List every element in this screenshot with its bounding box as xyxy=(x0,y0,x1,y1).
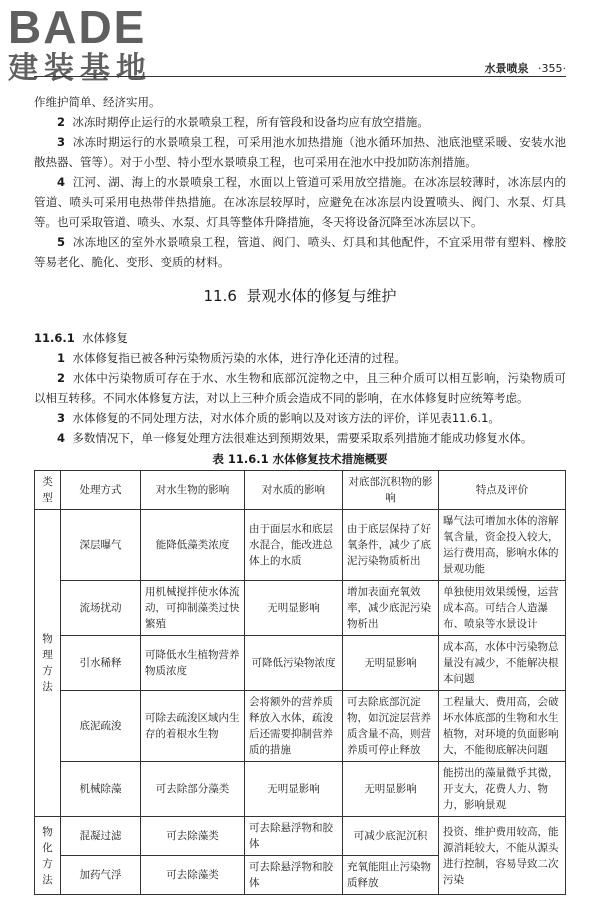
item-number: 2 xyxy=(57,371,66,385)
subsection-number: 11.6.1 xyxy=(34,331,75,345)
table-cell: 机械除藻 xyxy=(61,762,141,817)
table-cell: 可降低水生植物营养物质浓度 xyxy=(141,636,245,691)
item-number: 2 xyxy=(57,115,66,129)
item-number: 5 xyxy=(57,235,66,249)
table-cell: 增加表面充氧效率，减少底泥污染物析出 xyxy=(343,581,439,636)
paragraph xyxy=(34,172,566,232)
header-cell: 类型 xyxy=(35,471,61,510)
item-text: 水体中污染物质可存在于水、水生物和底部沉淀物之中，且三种介质可以相互影响，污染物质可以相互转移。不同水体修复方法，对以上三种介质会造成不同的影响，在水体修复时应统筹考虑。 xyxy=(34,371,566,405)
table-row xyxy=(35,581,566,636)
table-cell: 引水稀释 xyxy=(61,636,141,691)
table-cell: 由于底层保持了好氧条件，减少了底泥污染物质析出 xyxy=(343,510,439,581)
item-number: 3 xyxy=(57,135,66,149)
table-row xyxy=(35,762,566,817)
item-text: 冰冻时期停止运行的水景喷泉工程，所有管段和设备均应有放空措施。 xyxy=(72,115,429,129)
category-cell: 物理方法 xyxy=(35,510,61,817)
page-number: ·355· xyxy=(538,62,566,75)
subsection-title: 水体修复 xyxy=(82,331,129,345)
table-cell: 成本高，水体中污染物总量没有减少，不能解决根本问题 xyxy=(439,636,566,691)
paragraph xyxy=(34,368,566,408)
item-text: 江河、湖、海上的水景喷泉工程，水面以上管道可采用放空措施。在冰冻层较薄时，冰冻层内的管道、喷头可采用电热带伴热措施。在冰冻层较厚时，应避免在冰冻层内设置喷头、阀门、水泵、灯具等。也可采取管道、喷头、水泵、灯具等整体升降措施，冬天将设备沉降至冰冻层以下。 xyxy=(34,175,566,229)
paragraph: 作维护简单、经济实用。 xyxy=(34,95,161,109)
table-cell: 深层曝气 xyxy=(61,510,141,581)
header-cell: 对水生物的影响 xyxy=(141,471,245,510)
page-body xyxy=(34,92,566,895)
table-cell: 工程量大、费用高，会破坏水体底部的生物和水生植物，对环境的负面影响大，不能彻底解决问题 xyxy=(439,691,566,762)
table-cell: 无明显影响 xyxy=(245,581,343,636)
paragraph xyxy=(34,408,566,428)
table-cell: 可去除悬浮物和胶体 xyxy=(245,856,343,895)
table-cell: 由于面层水和底层水混合，能改进总体上的水质 xyxy=(245,510,343,581)
item-number: 4 xyxy=(57,175,66,189)
table-cell: 底泥疏浚 xyxy=(61,691,141,762)
table-cell: 无明显影响 xyxy=(343,636,439,691)
table-cell: 无明显影响 xyxy=(245,762,343,817)
item-number: 3 xyxy=(57,411,66,425)
table-cell: 能捞出的藻量微乎其微，开支大，花费人力、物力，影响景观 xyxy=(439,762,566,817)
item-number: 4 xyxy=(57,431,66,445)
table-row xyxy=(35,817,566,856)
category-cell: 物化方法 xyxy=(35,817,61,895)
paragraph xyxy=(34,112,566,132)
paragraph xyxy=(34,132,566,172)
paragraph xyxy=(34,428,566,448)
table-header-row xyxy=(35,471,566,510)
paragraph xyxy=(34,232,566,272)
section-number: 11.6 xyxy=(203,287,237,305)
running-head-section: 水景喷泉 xyxy=(484,62,529,75)
subsection-heading xyxy=(34,328,566,348)
table-cell: 会将额外的营养质释放入水体，疏浚后还需要抑制营养质的措施 xyxy=(245,691,343,762)
header-cell: 处理方式 xyxy=(61,471,141,510)
item-number: 1 xyxy=(57,351,66,365)
table-cell: 投资、维护费用较高，能源消耗较大，不能从源头进行控制，容易导致二次污染 xyxy=(439,817,566,895)
table-cell: 充氧能阻止污染物质释放 xyxy=(343,856,439,895)
table-cell: 混凝过滤 xyxy=(61,817,141,856)
section-heading xyxy=(34,286,566,306)
table-cell: 可降低污染物浓度 xyxy=(245,636,343,691)
item-text: 多数情况下，单一修复处理方法很难达到预期效果，需要采取系列措施才能成功修复水体。 xyxy=(72,431,533,445)
section-title: 景观水体的修复与维护 xyxy=(246,287,397,305)
remediation-table xyxy=(34,470,566,895)
table-cell: 单独使用效果缓慢，运营成本高。可结合人造瀑布、喷泉等水景设计 xyxy=(439,581,566,636)
table-cell: 可去除藻类 xyxy=(141,856,245,895)
table-cell: 曝气法可增加水体的溶解氧含量，资金投入较大，运行费用高，影响水体的景观功能 xyxy=(439,510,566,581)
table-cell: 可除去疏浚区域内生存的着根水生物 xyxy=(141,691,245,762)
table-caption: 表 11.6.1 水体修复技术措施概要 xyxy=(212,452,388,466)
header-rule xyxy=(34,76,566,77)
running-head xyxy=(485,60,567,76)
header-cell: 特点及评价 xyxy=(439,471,566,510)
table-cell: 可去除悬浮物和胶体 xyxy=(245,817,343,856)
table-cell: 可去除藻类 xyxy=(141,817,245,856)
table-cell: 能降低藻类浓度 xyxy=(141,510,245,581)
table-cell: 可减少底泥沉积 xyxy=(343,817,439,856)
table-row xyxy=(35,510,566,581)
item-text: 水体修复指已被各种污染物质污染的水体，进行净化还清的过程。 xyxy=(72,351,406,365)
table-row xyxy=(35,691,566,762)
item-text: 冰冻时期运行的水景喷泉工程，可采用池水加热措施（池水循环加热、池底池壁采暖、安装水池散热器、管等）。对于小型、特小型水景喷泉工程，也可采用在池水中投加防冻剂措施。 xyxy=(34,135,566,169)
item-text: 水体修复的不同处理方法，对水体介质的影响以及对该方法的评价，详见表11.6.1。 xyxy=(72,411,500,425)
table-cell: 可去除底部沉淀物，如沉淀层营养质含量不高，则营养质可停止释放 xyxy=(343,691,439,762)
header-cell: 对水质的影响 xyxy=(245,471,343,510)
table-cell: 用机械搅拌使水体流动，可抑制藻类过快繁殖 xyxy=(141,581,245,636)
paragraph xyxy=(34,348,566,368)
table-cell: 无明显影响 xyxy=(343,762,439,817)
item-text: 冰冻地区的室外水景喷泉工程，管道、阀门、喷头、灯具和其他配件，不宜采用带有塑料、橡胶等易老化、脆化、变形、变质的材料。 xyxy=(34,235,566,269)
logo-subtitle: 建装基地 xyxy=(8,51,152,86)
table-row xyxy=(35,636,566,691)
header-cell: 对底部沉积物的影响 xyxy=(343,471,439,510)
logo xyxy=(8,1,180,86)
table-cell: 流场扰动 xyxy=(61,581,141,636)
table-cell: 加药气浮 xyxy=(61,856,141,895)
logo-wordmark: BADE xyxy=(8,1,147,53)
table-cell: 可去除部分藻类 xyxy=(141,762,245,817)
